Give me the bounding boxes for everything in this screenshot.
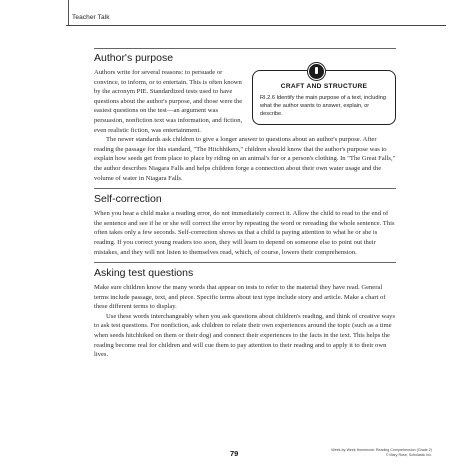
page-number: 79 [230, 449, 239, 458]
paragraph: Make sure children know the many words that appear on tests to refer to the material they have read. General terms include passage, text, and piece. Specific terms about text type include story and article. Make a chart of these different terms to display. [94, 284, 386, 311]
craft-structure-icon [308, 63, 325, 80]
header-label: Teacher Talk [72, 14, 110, 21]
main-content [94, 52, 396, 360]
footer-credit [312, 448, 432, 457]
header-rule [66, 25, 446, 26]
section-heading-asking-test-questions: Asking test questions [94, 267, 194, 280]
footer-credit-line: Week-by-Week Homework: Reading Comprehension (Grade 2) [331, 448, 432, 452]
paragraph: The newer standards ask children to give a longer answer to questions about an author's purpose. After reading the passage for this standard, "The Hitchhikers," children should know that the author's purpose was to explain how seeds get from place to place by riding on an animal's fur or a person's clothing. In "The Great Falls," the author describes Niagara Falls and helps children forge a connection about their own water usage and the volume of water in Niagara Falls. [94, 136, 396, 182]
paragraph: Use these words interchangeably when you ask questions about children's reading, and think of creative ways to ask test questions. For nonfiction, ask children to relate their own experiences around the topic (such as a time when seeds hitchhiked on them or their dog) and connect their experiences to the facts in the text. This helps the reading become real for children and will cue them to pay attention to their reading and to apply it to their own lives. [94, 312, 396, 359]
craft-structure-callout [252, 70, 396, 125]
section-divider [94, 188, 396, 189]
paragraph: When you hear a child make a reading error, do not immediately correct it. Allow the child to read to the end of the sentence and see if he or she will correct the error by repeating the word or rereading the whole sentence. This often takes only a few seconds. Self-correction shows us that a child is paying attention to what he or she is reading. If you correct young readers too soon, they will learn to depend on someone else to point out their mistakes, and they will not listen to themselves read, which, of course, lowers their comprehension. [94, 210, 395, 256]
header-tab-rule [68, 0, 69, 26]
callout-text: RI.2.6 Identify the main purpose of a text, including what the author wants to answer, explain, or describe. [260, 95, 386, 117]
section-divider [94, 262, 396, 263]
section-heading-authors-purpose: Author's purpose [94, 52, 174, 64]
callout-title: CRAFT AND STRUCTURE [280, 83, 368, 90]
paragraph: Authors write for several reasons: to persuade or convince, to inform, or to entertain. This is often known by the acronym PIE. Standardized tests used to have questions about the author's purpose, and those were the easiest questions on the test—an argument was persuasion, nonfiction text was information, and fiction, even realistic fiction, was entertainment. [94, 69, 243, 134]
footer-credit-line: © Mary Rose, Scholastic Inc. [385, 452, 432, 457]
section-heading-self-correction: Self-correction [94, 193, 162, 206]
section-divider [94, 48, 396, 49]
